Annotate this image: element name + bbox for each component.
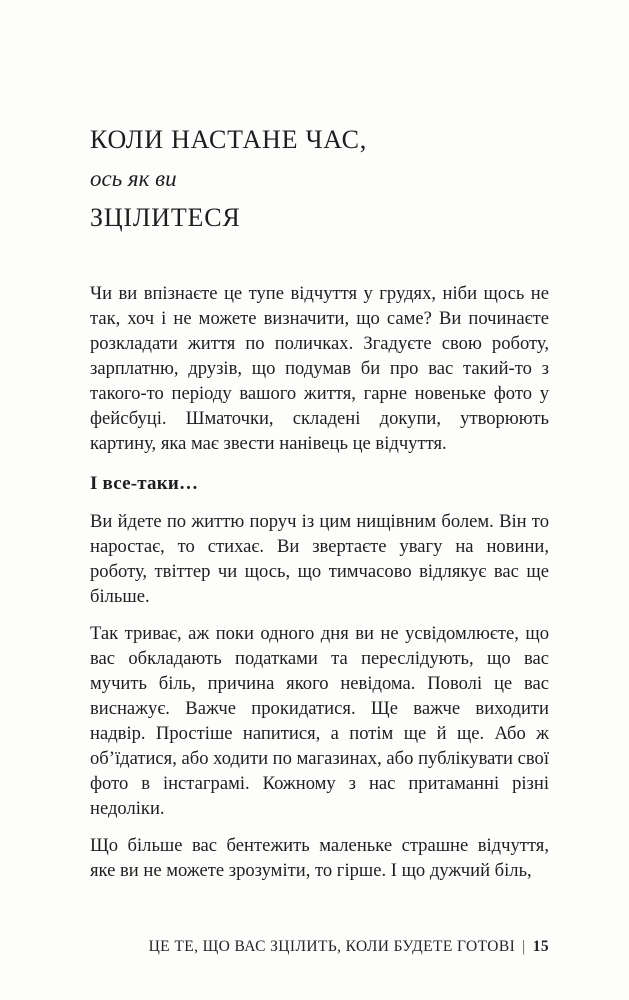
chapter-subtitle: ось як ви — [90, 166, 177, 191]
running-title: ЦЕ ТЕ, ЩО ВАС ЗЦІЛИТЬ, КОЛИ БУДЕТЕ ГОТОВІ — [148, 938, 516, 955]
section-subheading: І все-таки… — [90, 473, 199, 494]
chapter-title-line2: ЗЦІЛИТЕСЯ — [90, 203, 241, 232]
paragraph: Чи ви впізнаєте це тупе відчуття у грудях, ніби щось не так, хоч і не можете визначити, що саме? Ви починаєте розкладати життя по поличках. Згадуєте свою роботу, зарплатню, друзів, що подумав би про вас такий-то з такого-то періоду вашого життя, гарне новеньке фото у фейсбуці. Шматочки, складені докупи, утворюють картину, яка має звести нанівець це відчуття. — [90, 283, 549, 454]
paragraph: Ви йдете по життю поруч із цим нищівним болем. Він то наростає, то стихає. Ви звертаєте увагу на новини, роботу, твіттер чи щось, що тимчасово відлякує вас ще більше. — [90, 511, 549, 607]
page-footer — [90, 938, 549, 956]
text-column — [90, 0, 549, 883]
footer-separator: | — [522, 938, 526, 955]
chapter-body — [90, 281, 549, 883]
page-number: 15 — [532, 938, 549, 955]
chapter-title-line1: КОЛИ НАСТАНЕ ЧАС, — [90, 125, 368, 154]
paragraph: Так триває, аж поки одного дня ви не усвідомлюєте, що вас обкладають податками та переслідують, що вас мучить біль, причина якого невідома. Поволі це вас виснажує. Важче прокидатися. Ще важче виходити надвір. Простіше напитися, а потім ще й ще. Або ж об’їдатися, або ходити по магазинах, або публікувати свої фото в інстаграмі. Кожному з нас притаманні різні недоліки. — [90, 623, 549, 819]
chapter-header — [90, 0, 549, 231]
paragraph: Що більше вас бентежить маленьке страшне відчуття, яке ви не можете зрозуміти, то гірше. І що дужчий біль, — [90, 835, 549, 881]
